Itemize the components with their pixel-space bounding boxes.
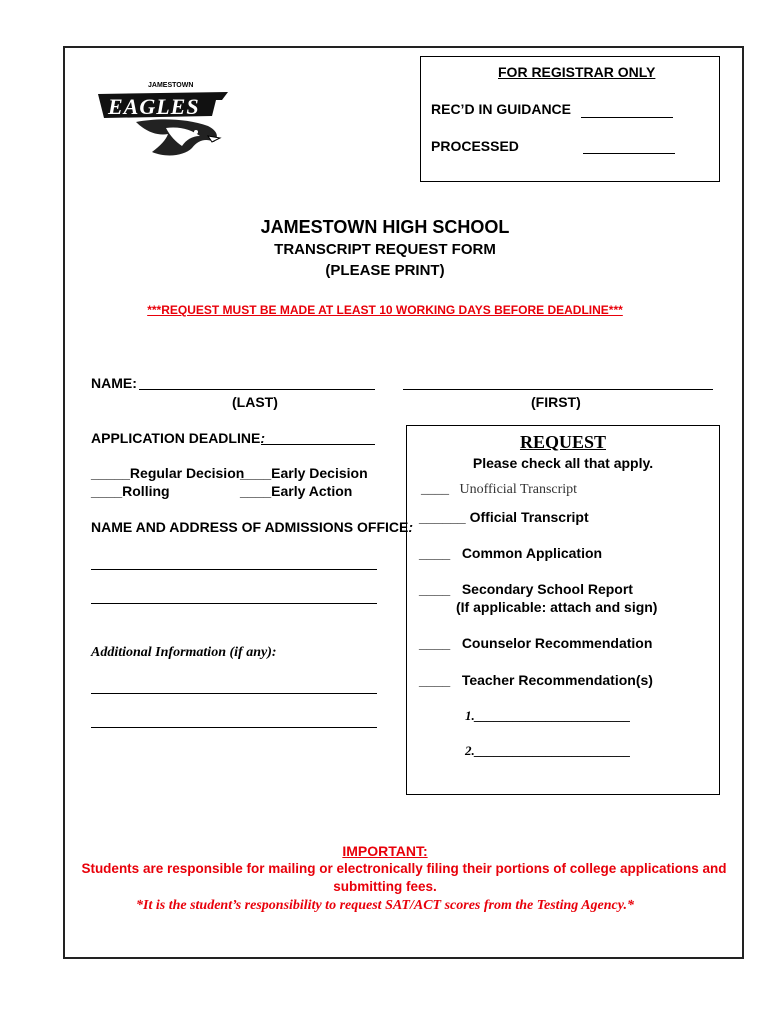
- counselor-recommendation-option[interactable]: ____ Counselor Recommendation: [419, 635, 653, 651]
- processed-label: PROCESSED: [431, 138, 519, 154]
- first-name-caption: (FIRST): [531, 394, 581, 410]
- admissions-office-label: NAME AND ADDRESS OF ADMISSIONS OFFICE:: [91, 519, 414, 535]
- print-note: (PLEASE PRINT): [325, 262, 445, 279]
- request-subtitle: Please check all that apply.: [472, 455, 654, 471]
- registrar-box: [420, 56, 720, 182]
- recd-in-guidance-label: REC’D IN GUIDANCE: [431, 101, 572, 117]
- recd-in-guidance-field[interactable]: [581, 117, 673, 118]
- application-deadline-field[interactable]: [261, 444, 375, 445]
- regular-decision-option[interactable]: _____Regular Decision: [91, 465, 245, 481]
- deadline-warning: ***REQUEST MUST BE MADE AT LEAST 10 WORKING DAYS BEFORE DEADLINE***: [147, 303, 623, 317]
- name-label: NAME:: [91, 375, 137, 391]
- eagles-logo: [96, 78, 236, 160]
- secondary-school-report-note: (If applicable: attach and sign): [456, 599, 658, 615]
- last-name-caption: (LAST): [232, 394, 278, 410]
- additional-info-line-1[interactable]: [91, 693, 377, 694]
- admissions-address-line-2[interactable]: [91, 603, 377, 604]
- last-name-field[interactable]: [139, 389, 375, 390]
- teacher-recommendation-option[interactable]: ____ Teacher Recommendation(s): [419, 672, 653, 688]
- school-name: JAMESTOWN HIGH SCHOOL: [260, 217, 510, 237]
- footer-line-2: submitting fees.: [333, 879, 437, 894]
- common-application-option[interactable]: ____ Common Application: [419, 545, 603, 561]
- teacher-recommendation-1-field[interactable]: 1.________________________: [465, 708, 631, 723]
- first-name-field[interactable]: [403, 389, 713, 390]
- registrar-title: FOR REGISTRAR ONLY: [498, 64, 656, 80]
- early-decision-option[interactable]: ____Early Decision: [240, 465, 368, 481]
- logo-main-text: EAGLES: [108, 94, 200, 119]
- processed-field[interactable]: [583, 153, 675, 154]
- request-box: [406, 425, 720, 795]
- secondary-school-report-option[interactable]: ____ Secondary School Report: [419, 581, 633, 597]
- footer-line-1: Students are responsible for mailing or electronically filing their portions of college applications and: [81, 861, 727, 876]
- form-title: TRANSCRIPT REQUEST FORM: [274, 241, 496, 258]
- additional-info-label: Additional Information (if any):: [91, 645, 277, 660]
- unofficial-transcript-option[interactable]: ____ Unofficial Transcript: [421, 482, 578, 497]
- teacher-recommendation-2-field[interactable]: 2.________________________: [465, 743, 631, 758]
- application-deadline-label: APPLICATION DEADLINE:: [91, 430, 265, 446]
- rolling-option[interactable]: ____Rolling: [91, 483, 170, 499]
- footer-line-3: *It is the student’s responsibility to request SAT/ACT scores from the Testing Agency.*: [136, 898, 634, 913]
- admissions-address-line-1[interactable]: [91, 569, 377, 570]
- logo-top-text: JAMESTOWN: [148, 82, 194, 89]
- official-transcript-option[interactable]: ______ Official Transcript: [419, 509, 589, 525]
- additional-info-line-2[interactable]: [91, 727, 377, 728]
- early-action-option[interactable]: ____Early Action: [240, 483, 353, 499]
- important-heading: IMPORTANT:: [342, 843, 428, 859]
- request-title: REQUEST: [519, 432, 607, 452]
